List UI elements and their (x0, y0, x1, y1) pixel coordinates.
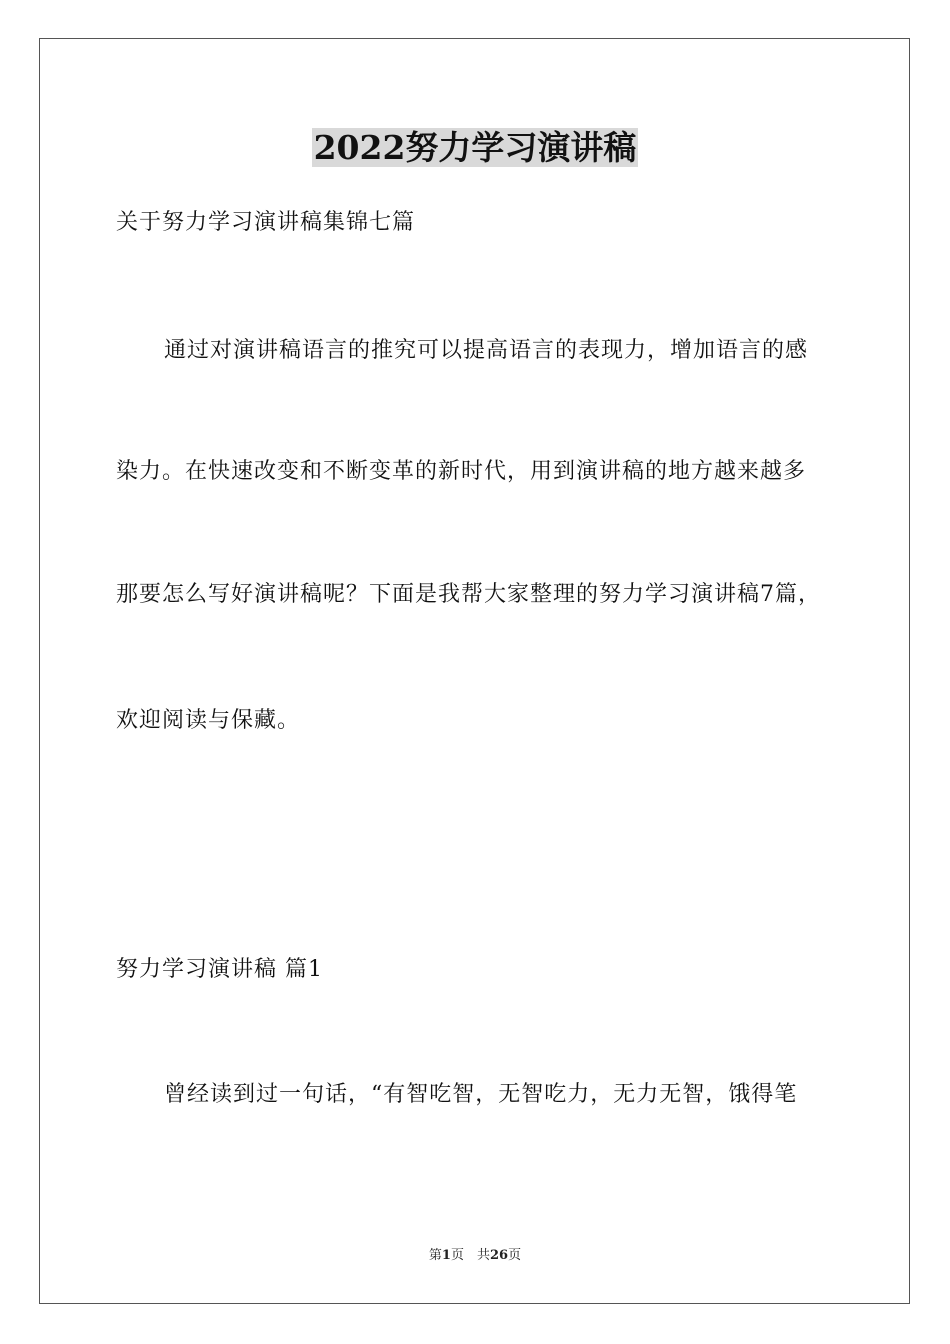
section-line-1: 曾经读到过一句话，“有智吃智，无智吃力，无力无智，饿得笔 (164, 1082, 798, 1107)
document-title-text: 2022努力学习演讲稿 (313, 128, 637, 167)
footer-total-pages: 26 (489, 1248, 509, 1263)
intro-line-1: 通过对演讲稿语言的推究可以提高语言的表现力，增加语言的感 (164, 338, 809, 363)
footer-total-suffix: 页 (508, 1248, 522, 1263)
document-title (0, 128, 950, 168)
section-heading: 努力学习演讲稿 篇1 (116, 957, 323, 982)
intro-line-2: 染力。在快速改变和不断变革的新时代，用到演讲稿的地方越来越多 (116, 459, 807, 484)
intro-line-4: 欢迎阅读与保藏。 (116, 708, 301, 733)
footer-page-number: 1 (441, 1248, 451, 1263)
footer-page-suffix: 页 共 (450, 1248, 490, 1263)
document-subtitle: 关于努力学习演讲稿集锦七篇 (116, 210, 416, 235)
page-footer (0, 1247, 950, 1265)
footer-page-prefix: 第 (428, 1248, 442, 1263)
intro-line-3: 那要怎么写好演讲稿呢？下面是我帮大家整理的努力学习演讲稿7篇， (116, 582, 821, 607)
